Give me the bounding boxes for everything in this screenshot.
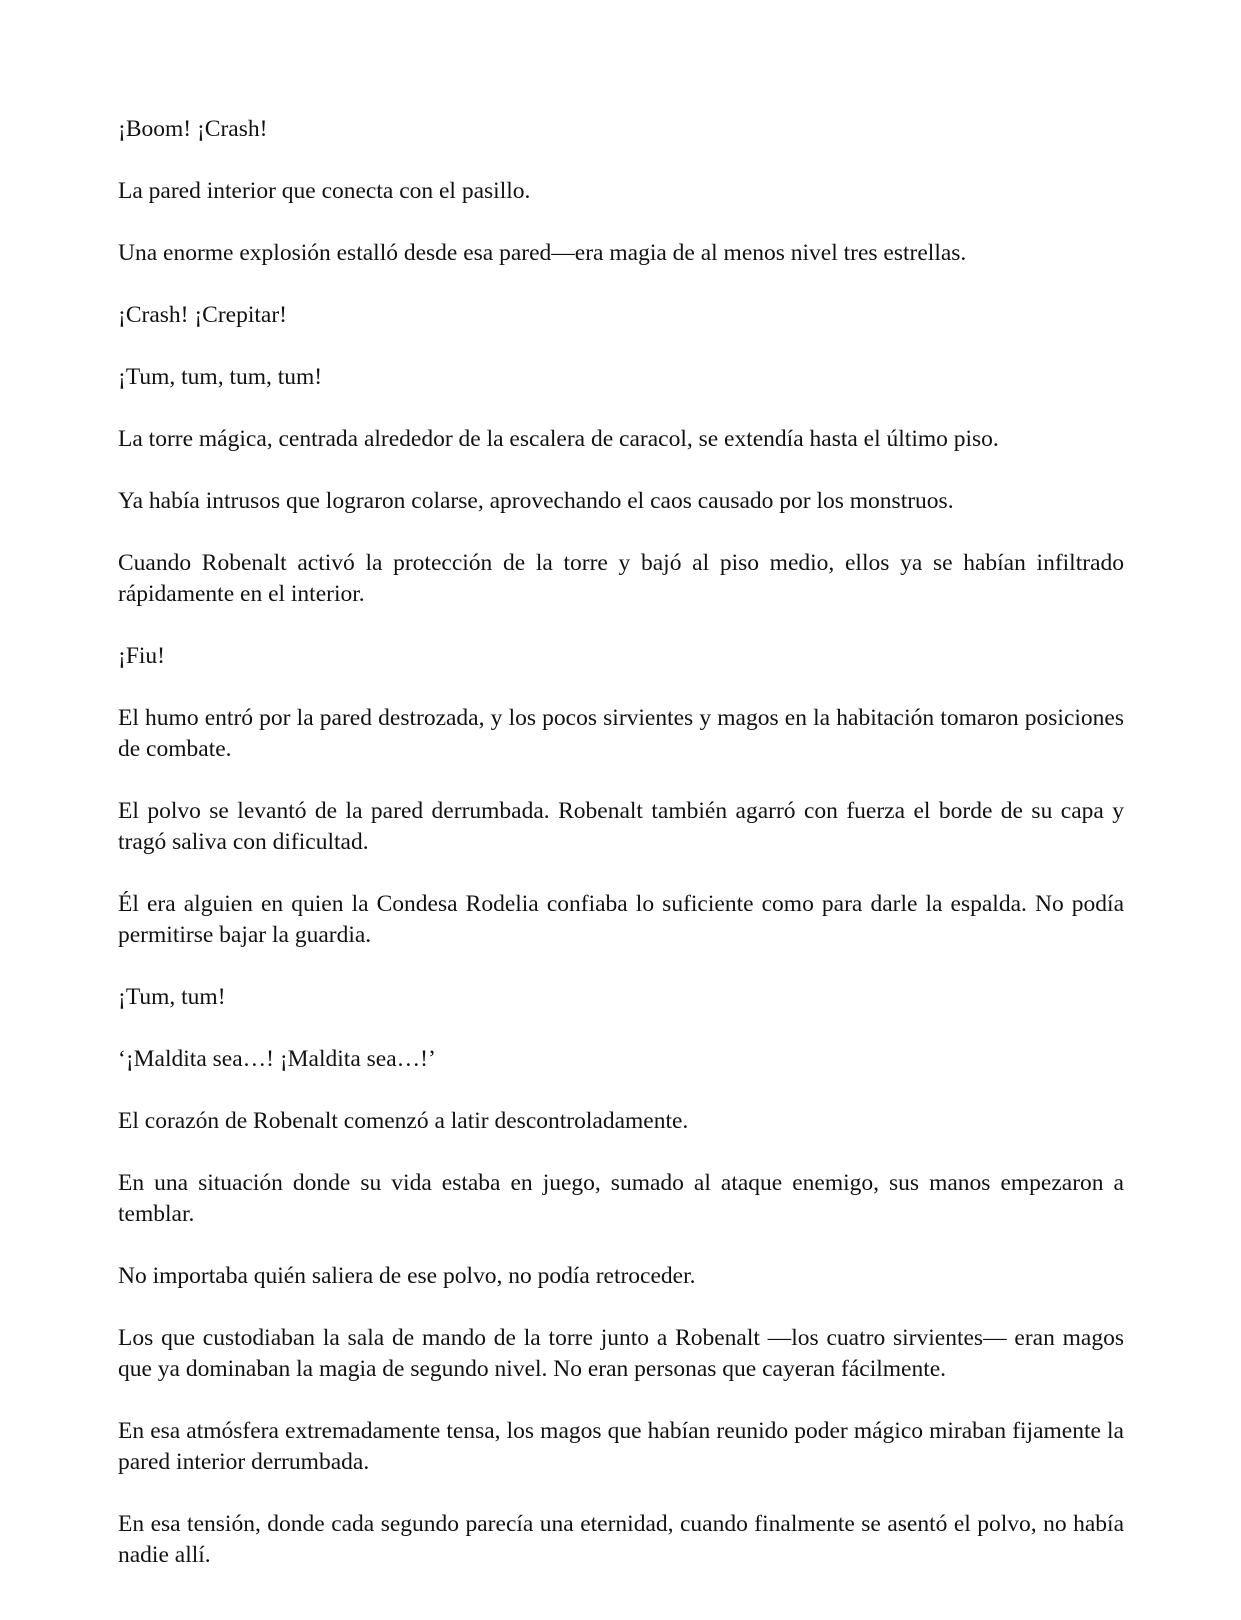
paragraph-16: En una situación donde su vida estaba en juego, sumado al ataque enemigo, sus manos empezaron a temblar. xyxy=(118,1170,1124,1227)
paragraph-7: Ya había intrusos que lograron colarse, aprovechando el caos causado por los monstruos. xyxy=(118,488,954,514)
paragraph-5: ¡Tum, tum, tum, tum! xyxy=(118,364,323,390)
paragraph-12: Él era alguien en quien la Condesa Rodelia confiaba lo suficiente como para darle la espalda. No podía permitirse bajar la guardia. xyxy=(118,891,1124,948)
document-page xyxy=(118,114,1124,1602)
paragraph-4: ¡Crash! ¡Crepitar! xyxy=(118,302,287,328)
paragraph-8: Cuando Robenalt activó la protección de la torre y bajó al piso medio, ellos ya se habían infiltrado rápidamente en el interior. xyxy=(118,550,1124,607)
paragraph-17: No importaba quién saliera de ese polvo, no podía retroceder. xyxy=(118,1263,696,1289)
paragraph-19: En esa atmósfera extremadamente tensa, los magos que habían reunido poder mágico miraban fijamente la pared interior derrumbada. xyxy=(118,1418,1124,1475)
paragraph-14: ‘¡Maldita sea…! ¡Maldita sea…!’ xyxy=(118,1046,436,1072)
paragraph-1: ¡Boom! ¡Crash! xyxy=(118,116,268,142)
paragraph-6: La torre mágica, centrada alrededor de la escalera de caracol, se extendía hasta el último piso. xyxy=(118,426,999,452)
paragraph-2: La pared interior que conecta con el pasillo. xyxy=(118,178,531,204)
paragraph-13: ¡Tum, tum! xyxy=(118,984,226,1010)
paragraph-3: Una enorme explosión estalló desde esa pared—era magia de al menos nivel tres estrellas. xyxy=(118,240,967,266)
paragraph-9: ¡Fiu! xyxy=(118,643,165,669)
paragraph-15: El corazón de Robenalt comenzó a latir descontroladamente. xyxy=(118,1108,689,1134)
paragraph-11: El polvo se levantó de la pared derrumbada. Robenalt también agarró con fuerza el borde de su capa y tragó saliva con dificultad. xyxy=(118,798,1124,855)
paragraph-10: El humo entró por la pared destrozada, y los pocos sirvientes y magos en la habitación tomaron posiciones de combate. xyxy=(118,705,1124,762)
paragraph-20: En esa tensión, donde cada segundo parecía una eternidad, cuando finalmente se asentó el polvo, no había nadie allí. xyxy=(118,1511,1124,1568)
paragraph-18: Los que custodiaban la sala de mando de la torre junto a Robenalt —los cuatro sirvientes— eran magos que ya dominaban la magia de segundo nivel. No eran personas que cayeran fácilmente. xyxy=(118,1325,1124,1382)
